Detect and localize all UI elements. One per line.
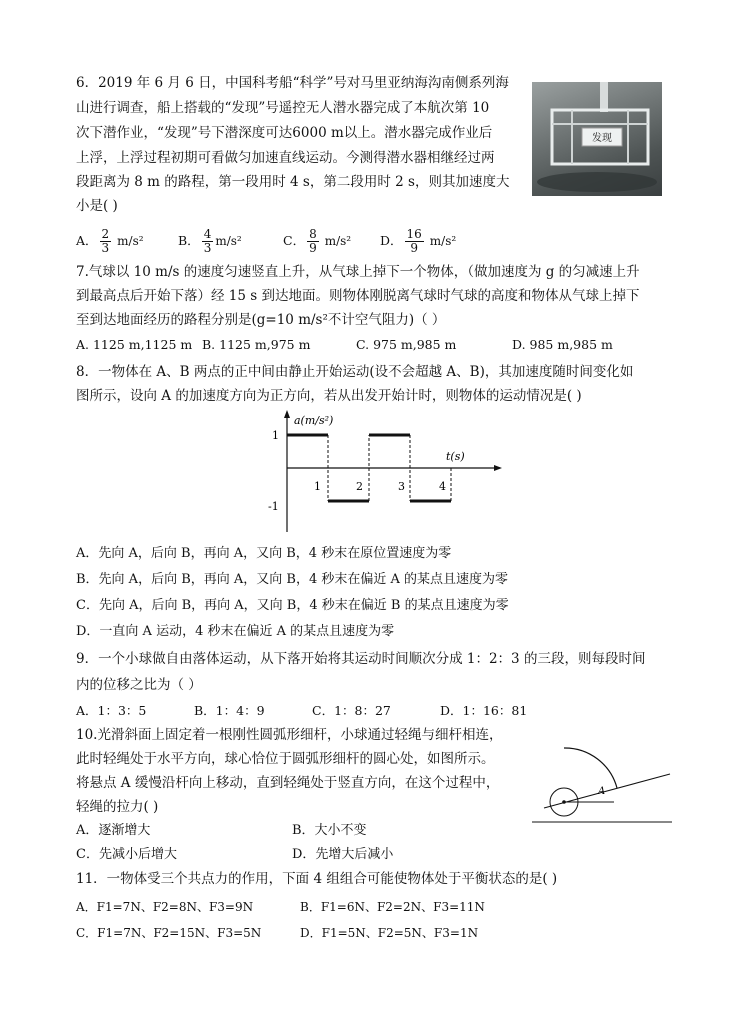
q7-line: 7.气球以 10 m/s 的速度匀速竖直上升，从气球上掉下一个物体，（做加速度为 g 的匀减速上升 <box>76 264 640 280</box>
x-axis-arrow <box>494 465 502 471</box>
submersible-photo <box>532 82 662 196</box>
acceleration-time-graph <box>258 410 508 540</box>
q11-option-c: C．F1=7N、F2=15N、F3=5N <box>76 926 262 940</box>
q8-option-b: B．先向 A，后向 B，再向 A，又向 B，4 秒末在偏近 A 的某点且速度为零 <box>76 572 509 587</box>
q7-option-b: B. 1125 m,975 m <box>202 337 311 352</box>
photo-label: 发现 <box>592 133 612 144</box>
q7-option-c: C. 975 m,985 m <box>356 337 457 352</box>
y-axis-label: a(m/s²) <box>294 414 334 427</box>
x-tick-label: 3 <box>398 480 405 493</box>
q6-option-b: B． $\frac{4}{3}$ m/s² <box>178 227 242 255</box>
q10-line: 轻绳的拉力( ) <box>76 799 159 815</box>
q8-line: 图所示，设向 A 的加速度方向为正方向，若从出发开始计时，则物体的运动情况是( ) <box>76 388 582 404</box>
q7-line: 至到达地面经历的路程分别是(g=10 m/s²不计空气阻力)（ ） <box>76 312 446 328</box>
q9-option-b: B．1：4：9 <box>194 703 265 718</box>
q10-option-c: C．先减小后增大 <box>76 847 177 862</box>
q6-line: 段距离为 8 m 的路程，第一段用时 4 s，第二段用时 2 s，则其加速度大 <box>76 174 510 190</box>
q6-option-c: C． $\frac{8}{9}$ m/s² <box>283 227 352 255</box>
x-tick-label: 1 <box>314 480 321 493</box>
y-tick-label: 1 <box>272 429 279 442</box>
point-a-label: A <box>598 786 606 797</box>
q6-line: 山进行调查，船上搭载的“发现”号遥控无人潜水器完成了本航次第 10 <box>76 100 490 116</box>
q10-option-a: A．逐渐增大 <box>76 823 151 838</box>
q10-line: 10.光滑斜面上固定着一根刚性圆弧形细杆，小球通过轻绳与细杆相连， <box>76 727 503 743</box>
q8-option-c: C．先向 A，后向 B，再向 A，又向 B，4 秒末在偏近 B 的某点且速度为零 <box>76 598 509 613</box>
q8-option-a: A．先向 A，后向 B，再向 A，又向 B，4 秒末在原位置速度为零 <box>76 546 452 561</box>
q11-option-a: A．F1=7N、F2=8N、F3=9N <box>76 900 254 914</box>
q11-line: 11．一物体受三个共点力的作用，下面 4 组组合可能使物体处于平衡状态的是( ) <box>76 871 558 887</box>
q9-option-d: D．1：16：81 <box>440 703 528 718</box>
y-tick-label: -1 <box>268 500 279 513</box>
incline-arc-diagram <box>530 738 676 828</box>
q6-option-d: D． $\frac{16}{9}$ m/s² <box>380 227 457 255</box>
x-tick-label: 2 <box>356 480 363 493</box>
q7-option-a: A. 1125 m,1125 m <box>76 337 193 352</box>
q7-option-d: D. 985 m,985 m <box>512 337 613 352</box>
q10-option-d: D．先增大后减小 <box>292 847 394 862</box>
q11-option-d: D．F1=5N、F2=5N、F3=1N <box>300 926 479 940</box>
submersible-drawing <box>532 82 662 196</box>
q11-option-b: B．F1=6N、F2=2N、F3=11N <box>300 900 485 914</box>
arc-rod <box>564 748 617 788</box>
q10-option-b: B．大小不变 <box>292 823 367 838</box>
q10-line: 将悬点 A 缓慢沿杆向上移动，直到轻绳处于竖直方向，在这个过程中， <box>76 775 500 791</box>
q9-option-c: C．1：8：27 <box>312 703 391 718</box>
q6-option-a: A． $\frac{2}{3}$ m/s² <box>76 227 144 255</box>
q9-line: 9．一个小球做自由落体运动，从下落开始将其运动时间顺次分成 1：2：3 的三段，则每段时间 <box>76 651 646 667</box>
q8-option-d: D．一直向 A 运动，4 秒末在偏近 A 的某点且速度为零 <box>76 624 395 639</box>
q7-line: 到最高点后开始下落）经 15 s 到达地面。则物体刚脱离气球时气球的高度和物体从气球上掉下 <box>76 288 640 304</box>
q8-line: 8．一物体在 A、B 两点的正中间由静止开始运动(设不会超越 A、B)，其加速度随时间变化如 <box>76 364 634 380</box>
q10-line: 此时轻绳处于水平方向，球心恰位于圆弧形细杆的圆心处，如图所示。 <box>76 751 495 767</box>
y-axis-arrow <box>284 410 290 418</box>
q6-line: 6．2019 年 6 月 6 日，中国科考船“科学”号对马里亚纳海沟南侧系列海 <box>76 75 509 91</box>
q6-line: 次下潜作业，“发现”号下潜深度可达6000 m以上。潜水器完成作业后 <box>76 125 493 141</box>
x-axis-label: t(s) <box>446 450 465 463</box>
q6-line: 小是( ) <box>76 198 118 214</box>
q6-line: 上浮，上浮过程初期可看做匀加速直线运动。今测得潜水器相继经过两 <box>76 150 495 166</box>
q9-option-a: A．1：3：5 <box>76 703 147 718</box>
q9-line: 内的位移之比为（ ） <box>76 677 202 693</box>
x-tick-label: 4 <box>439 480 446 493</box>
